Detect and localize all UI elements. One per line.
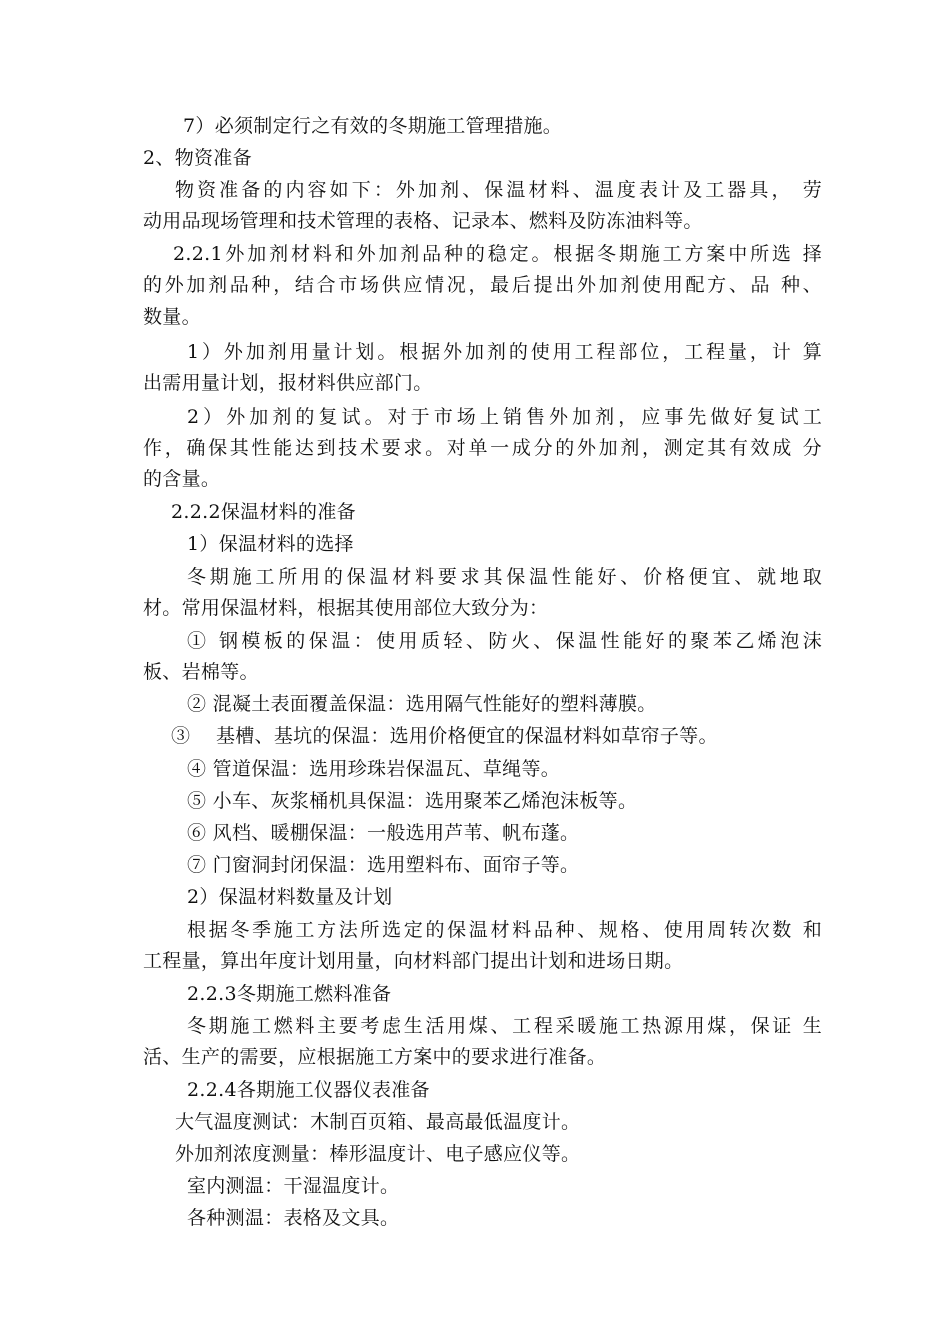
text-line: 大气温度测试：木制百页箱、最高最低温度计。 [175, 1111, 581, 1133]
text-line: 2）外加剂的复试。对于市场上销售外加剂，应事先做好复试工 [187, 406, 822, 428]
text-line: ① 钢模板的保温：使用质轻、防火、保温性能好的聚苯乙烯泡沫 [187, 630, 822, 652]
text-line: 材。常用保温材料，根据其使用部位大致分为： [143, 597, 549, 619]
text-line: 2.2.2保温材料的准备 [171, 501, 356, 523]
text-line: 7）必须制定行之有效的冬期施工管理措施。 [183, 115, 563, 137]
text-line: 出需用量计划，报材料供应部门。 [143, 372, 433, 394]
text-line: 2.2.1外加剂材料和外加剂品种的稳定。根据冬期施工方案中所选 择 [173, 243, 822, 265]
text-line: 的含量。 [143, 468, 221, 490]
text-line: 活、生产的需要，应根据施工方案中的要求进行准备。 [143, 1046, 607, 1068]
text-line: 室内测温：干湿温度计。 [187, 1175, 400, 1197]
text-line: 根据冬季施工方法所选定的保温材料品种、规格、使用周转次数 和 [187, 919, 822, 941]
text-line: 物资准备的内容如下：外加剂、保温材料、温度表计及工器具， 劳 [175, 179, 822, 201]
text-line: 作，确保其性能达到技术要求。对单一成分的外加剂，测定其有效成 分 [143, 437, 822, 459]
text-line: ⑤ 小车、灰浆桶机具保温：选用聚苯乙烯泡沫板等。 [187, 790, 638, 812]
text-line: 冬期施工所用的保温材料要求其保温性能好、价格便宜、就地取 [187, 566, 822, 588]
text-line: 工程量，算出年度计划用量，向材料部门提出计划和进场日期。 [143, 950, 684, 972]
text-line: ⑦ 门窗洞封闭保温：选用塑料布、面帘子等。 [187, 854, 580, 876]
text-line: 板、岩棉等。 [143, 661, 259, 683]
text-line: 冬期施工燃料主要考虑生活用煤、工程采暖施工热源用煤，保证 生 [187, 1015, 822, 1037]
text-line: 动用品现场管理和技术管理的表格、记录本、燃料及防冻油料等。 [143, 210, 703, 232]
text-line: ④ 管道保温：选用珍珠岩保温瓦、草绳等。 [187, 758, 561, 780]
text-line: 2）保温材料数量及计划 [187, 886, 393, 908]
text-line: 数量。 [143, 306, 201, 328]
text-line: 2、物资准备 [143, 147, 252, 169]
text-line: 2.2.3冬期施工燃料准备 [187, 983, 392, 1005]
text-line: ⑥ 风档、暖棚保温：一般选用芦苇、帆布蓬。 [187, 822, 580, 844]
text-line: 1）外加剂用量计划。根据外加剂的使用工程部位，工程量，计 算 [187, 341, 822, 363]
text-line: ② 混凝土表面覆盖保温：选用隔气性能好的塑料薄膜。 [187, 693, 657, 715]
text-line: 外加剂浓度测量：棒形温度计、电子感应仪等。 [175, 1143, 581, 1165]
text-line: 的外加剂品种，结合市场供应情况，最后提出外加剂使用配方、品 种、 [143, 274, 822, 296]
text-line: ③ 基槽、基坑的保温：选用价格便宜的保温材料如草帘子等。 [171, 725, 718, 747]
text-line: 各种测温：表格及文具。 [187, 1207, 400, 1229]
text-line: 1）保温材料的选择 [187, 533, 354, 555]
text-line: 2.2.4各期施工仪器仪表准备 [187, 1079, 430, 1101]
